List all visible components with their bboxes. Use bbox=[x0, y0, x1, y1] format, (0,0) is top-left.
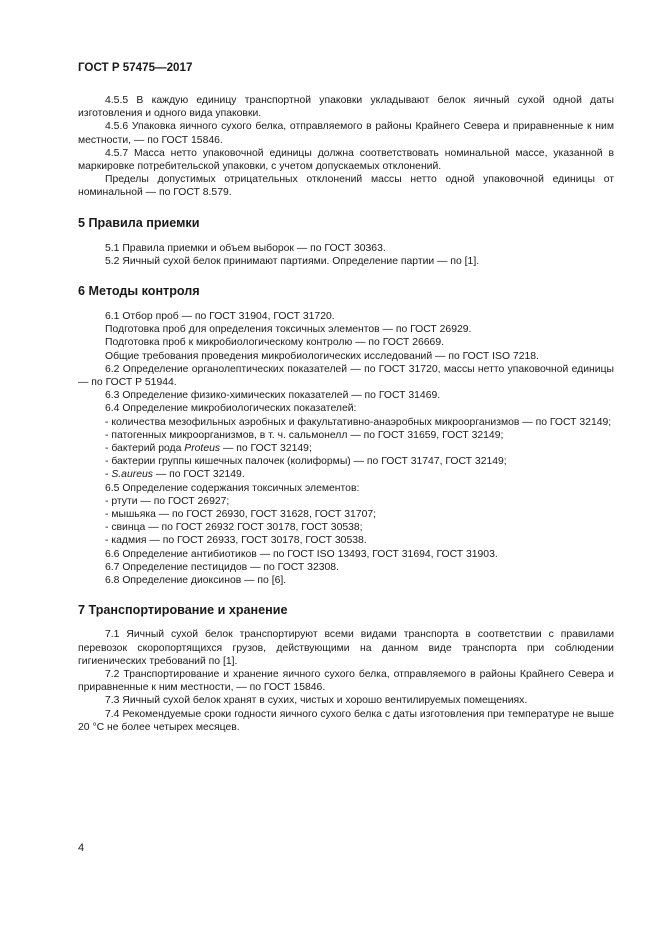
list-item-text: — по ГОСТ 32149. bbox=[152, 469, 245, 481]
list-item-text: — по ГОСТ 32149; bbox=[220, 443, 312, 455]
paragraph-6-1-micro-prep: Подготовка проб к микробиологическому контролю — по ГОСТ 26669. bbox=[105, 337, 444, 349]
paragraph-6-4: 6.4 Определение микробиологических показателей: bbox=[105, 403, 357, 415]
paragraph-6-2: 6.2 Определение органолептических показателей — по ГОСТ 31720, массы нетто упаковочной единицы — по ГОСТ Р 51944. bbox=[78, 363, 614, 389]
section-6-heading: 6 Методы контроля bbox=[78, 284, 200, 299]
paragraph-5-2: 5.2 Яичный сухой белок принимают партиями. Определение партии — по [1]. bbox=[105, 255, 480, 267]
paragraph-5-1: 5.1 Правила приемки и объем выборок — по ГОСТ 30363. bbox=[105, 242, 386, 254]
paragraph-6-1-toxic-prep: Подготовка проб для определения токсичных элементов — по ГОСТ 26929. bbox=[105, 324, 472, 336]
list-item: - ртути — по ГОСТ 26927; bbox=[105, 495, 230, 507]
list-item-italic: S.aureus bbox=[111, 469, 153, 481]
page-number: 4 bbox=[78, 842, 85, 854]
list-item: - мышьяка — по ГОСТ 26930, ГОСТ 31628, ГОСТ 31707; bbox=[105, 509, 377, 521]
section-7-heading: 7 Транспортирование и хранение bbox=[78, 603, 288, 618]
list-item-text: - бактерий рода bbox=[105, 443, 185, 455]
paragraph-4-5-7: 4.5.7 Масса нетто упаковочной единицы должна соответствовать номинальной массе, указанной в маркировке потребительской упаковки, с учетом допускаемых отклонений. bbox=[78, 147, 614, 173]
paragraph-6-8: 6.8 Определение диоксинов — по [6]. bbox=[105, 575, 287, 587]
document-header: ГОСТ Р 57475—2017 bbox=[78, 61, 193, 74]
paragraph-6-5: 6.5 Определение содержания токсичных элементов: bbox=[105, 482, 360, 494]
paragraph-6-1-general: Общие требования проведения микробиологических исследований — по ГОСТ ISO 7218. bbox=[105, 350, 539, 362]
paragraph-6-3: 6.3 Определение физико-химических показателей — по ГОСТ 31469. bbox=[105, 390, 441, 402]
list-item: - количества мезофильных аэробных и факультативно-анаэробных микроорганизмов — по ГОСТ 32149; bbox=[105, 416, 612, 428]
paragraph-6-6: 6.6 Определение антибиотиков — по ГОСТ ISO 13493, ГОСТ 31694, ГОСТ 31903. bbox=[105, 548, 498, 560]
paragraph-7-1: 7.1 Яичный сухой белок транспортируют всеми видами транспорта в соответствии с правилами перевозок скоропортящихся грузов, действующими на данном виде транспорта при соблюдении гигиенических требований по [1]. bbox=[78, 629, 614, 667]
list-item: - патогенных микроорганизмов, в т. ч. сальмонелл — по ГОСТ 31659, ГОСТ 32149; bbox=[105, 429, 504, 441]
list-item bbox=[78, 468, 614, 481]
page-content bbox=[78, 94, 614, 734]
paragraph-6-7: 6.7 Определение пестицидов — по ГОСТ 32308. bbox=[105, 561, 339, 573]
list-item-italic: Proteus bbox=[184, 443, 221, 455]
paragraph-6-1: 6.1 Отбор проб — по ГОСТ 31904, ГОСТ 31720. bbox=[105, 311, 335, 323]
paragraph-4-5-7-limits: Пределы допустимых отрицательных отклонений массы нетто одной упаковочной единицы от номинальной — по ГОСТ 8.579. bbox=[78, 174, 614, 199]
paragraph-7-3: 7.3 Яичный сухой белок хранят в сухих, чистых и хорошо вентилируемых помещениях. bbox=[105, 695, 528, 707]
list-item: - бактерии группы кишечных палочек (колиформы) — по ГОСТ 31747, ГОСТ 32149; bbox=[105, 456, 507, 468]
list-item: - кадмия — по ГОСТ 26933, ГОСТ 30178, ГОСТ 30538. bbox=[105, 535, 367, 547]
paragraph-4-5-5: 4.5.5 В каждую единицу транспортной упаковки укладывают белок яичный сухой одной даты изготовления и одного вида упаковки. bbox=[78, 95, 614, 120]
list-item bbox=[78, 442, 614, 455]
paragraph-4-5-6: 4.5.6 Упаковка яичного сухого белка, отправляемого в районы Крайнего Севера и приравненные к ним местности, — по ГОСТ 15846. bbox=[78, 121, 614, 146]
section-5-heading: 5 Правила приемки bbox=[78, 215, 200, 230]
list-item: - свинца — по ГОСТ 26932 ГОСТ 30178, ГОСТ 30538; bbox=[105, 522, 363, 534]
list-item-text: - bbox=[105, 469, 112, 481]
paragraph-7-4: 7.4 Рекомендуемые сроки годности яичного сухого белка с даты изготовления при температуре не выше 20 °С не более четырех месяцев. bbox=[78, 708, 614, 733]
paragraph-7-2: 7.2 Транспортирование и хранение яичного сухого белка, отправляемого в районы Крайнего Севера и приравненные к ним местности, — по ГОСТ 15846. bbox=[78, 668, 614, 694]
